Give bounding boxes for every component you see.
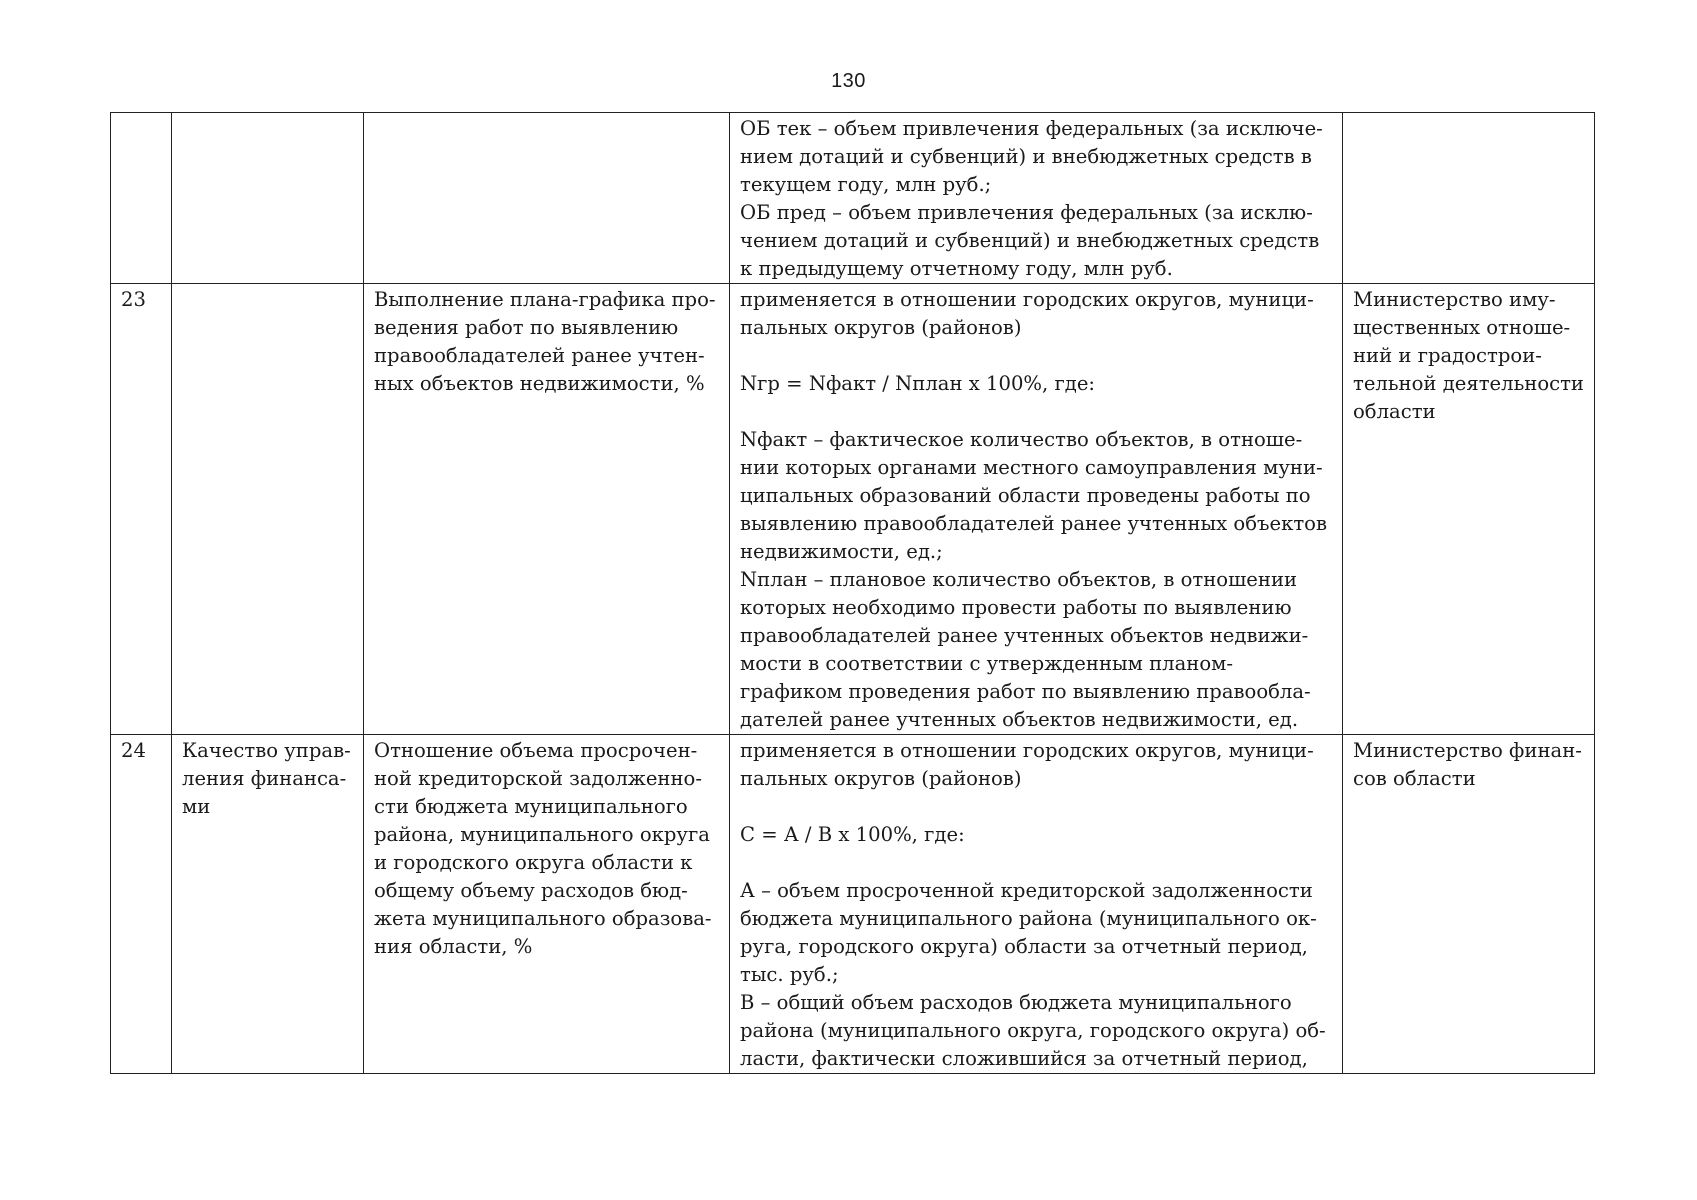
text-line: Министерство иму- xyxy=(1353,288,1556,311)
text-line: ных объектов недвижимости, % xyxy=(374,372,705,395)
text-line: А – объем просроченной кредиторской задолженности xyxy=(740,879,1313,902)
text-line: Nгр = Nфакт / Nплан х 100%, где: xyxy=(740,372,1096,395)
indicators-table xyxy=(110,112,1595,1074)
text-line: бюджета муниципального района (муниципального ок- xyxy=(740,907,1317,930)
text-line: правообладателей ранее учтен- xyxy=(374,344,705,367)
text-line: пальных округов (районов) xyxy=(740,316,1022,339)
text-line: нии которых органами местного самоуправления муни- xyxy=(740,456,1323,479)
table-row xyxy=(111,284,1595,735)
responsible-cell xyxy=(1343,284,1595,735)
text-line: сов области xyxy=(1353,767,1476,790)
text-line: ной кредиторской задолженно- xyxy=(374,767,702,790)
page-number: 130 xyxy=(831,70,866,92)
text-line: применяется в отношении городских округов, муници- xyxy=(740,739,1314,762)
responsible-cell xyxy=(1343,735,1595,1074)
method-cell xyxy=(730,113,1343,284)
text-line: ласти, фактически сложившийся за отчетный период, xyxy=(740,1047,1308,1070)
text-line: Качество управ- xyxy=(182,739,351,762)
table-row-continuation xyxy=(111,113,1595,284)
text-line: руга, городского округа) области за отчетный период, xyxy=(740,935,1308,958)
indicator-cell xyxy=(364,284,730,735)
text-line: чением дотаций и субвенций) и внебюджетных средств xyxy=(740,229,1320,252)
blank-line xyxy=(740,342,1332,370)
text-line: Министерство финан- xyxy=(1353,739,1582,762)
text-line: Nплан – плановое количество объектов, в отношении xyxy=(740,568,1298,591)
text-line: общему объему расходов бюд- xyxy=(374,879,688,902)
method-cell xyxy=(730,284,1343,735)
text-line: правообладателей ранее учтенных объектов недвижи- xyxy=(740,624,1309,647)
text-line: и городского округа области к xyxy=(374,851,693,874)
text-line: ления финанса- xyxy=(182,767,347,790)
text-line: к предыдущему отчетному году, млн руб. xyxy=(740,257,1173,280)
text-line: ципальных образований области проведены работы по xyxy=(740,484,1311,507)
text-line: района, муниципального округа xyxy=(374,823,710,846)
text-line: Отношение объема просрочен- xyxy=(374,739,698,762)
table-row xyxy=(111,735,1595,1074)
text-line: щественных отноше- xyxy=(1353,316,1571,339)
text-line: нием дотаций и субвенций) и внебюджетных средств в xyxy=(740,145,1312,168)
text-line: ми xyxy=(182,795,211,818)
blank-line xyxy=(740,849,1332,877)
text-line: Выполнение плана-графика про- xyxy=(374,288,716,311)
text-line: которых необходимо провести работы по выявлению xyxy=(740,596,1292,619)
text-line: мости в соответствии с утвержденным планом- xyxy=(740,652,1233,675)
number-cell xyxy=(111,113,172,284)
text-line: В – общий объем расходов бюджета муниципального xyxy=(740,991,1292,1014)
text-line: области xyxy=(1353,400,1436,423)
text-line: выявлению правообладателей ранее учтенных объектов xyxy=(740,512,1327,535)
row-number: 23 xyxy=(111,284,172,735)
responsible-cell xyxy=(1343,113,1595,284)
indicator-cell xyxy=(364,735,730,1074)
text-line: текущем году, млн руб.; xyxy=(740,173,992,196)
blank-line xyxy=(740,398,1332,426)
text-line: ний и градострои- xyxy=(1353,344,1542,367)
indicator-cell xyxy=(364,113,730,284)
row-number: 24 xyxy=(111,735,172,1074)
text-line: ОБ пред – объем привлечения федеральных (за исклю- xyxy=(740,201,1313,224)
text-line: тыс. руб.; xyxy=(740,963,839,986)
text-line: жета муниципального образова- xyxy=(374,907,712,930)
area-cell xyxy=(172,735,364,1074)
text-line: ОБ тек – объем привлечения федеральных (за исключе- xyxy=(740,117,1323,140)
text-line: дателей ранее учтенных объектов недвижимости, ед. xyxy=(740,708,1299,731)
text-line: применяется в отношении городских округов, муници- xyxy=(740,288,1314,311)
text-line: тельной деятельности xyxy=(1353,372,1584,395)
text-line: пальных округов (районов) xyxy=(740,767,1022,790)
method-cell xyxy=(730,735,1343,1074)
text-line: Nфакт – фактическое количество объектов, в отноше- xyxy=(740,428,1303,451)
text-line: ведения работ по выявлению xyxy=(374,316,679,339)
text-line: С = А / В х 100%, где: xyxy=(740,823,965,846)
text-line: сти бюджета муниципального xyxy=(374,795,688,818)
text-line: графиком проведения работ по выявлению правообла- xyxy=(740,680,1311,703)
text-line: ния области, % xyxy=(374,935,533,958)
text-line: района (муниципального округа, городского округа) об- xyxy=(740,1019,1326,1042)
area-cell xyxy=(172,113,364,284)
area-cell xyxy=(172,284,364,735)
text-line: недвижимости, ед.; xyxy=(740,540,943,563)
blank-line xyxy=(740,793,1332,821)
